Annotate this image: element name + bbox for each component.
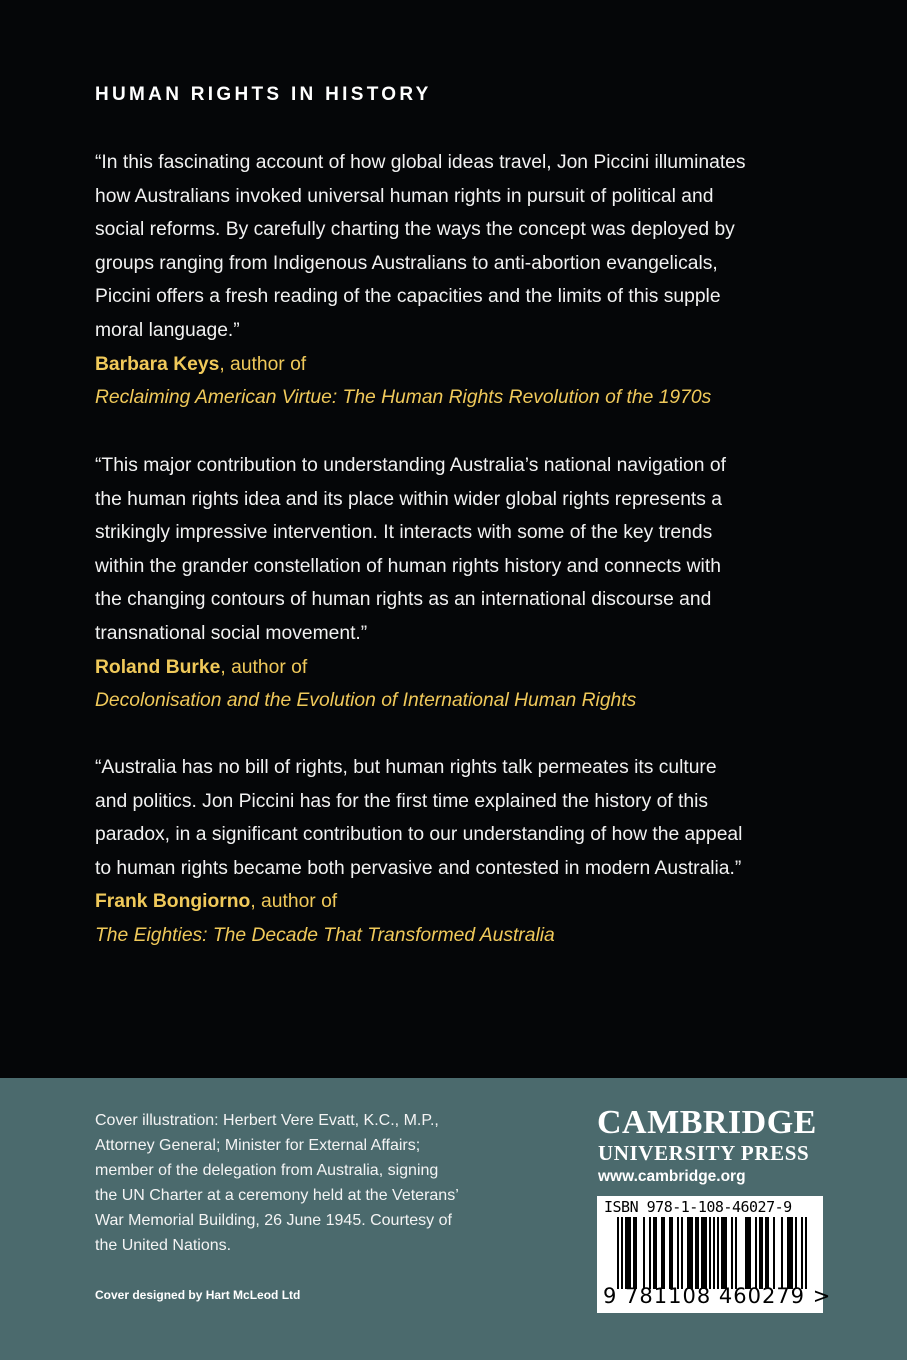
designer-credit: Cover designed by Hart McLeod Ltd [95, 1288, 301, 1302]
barcode-bar [795, 1217, 797, 1289]
barcode-bar [761, 1217, 763, 1289]
series-title: HUMAN RIGHTS IN HISTORY [95, 84, 432, 105]
author-suffix: , author of [250, 891, 338, 913]
author-name: Frank Bongiorno [95, 891, 251, 913]
publisher-logo-name: CAMBRIDGE [597, 1104, 817, 1141]
barcode-bar [695, 1217, 697, 1289]
attribution [95, 348, 855, 382]
quote-line: social reforms. By carefully charting the ways the concept was deployed by [95, 219, 735, 241]
barcode-bar [721, 1217, 723, 1289]
barcode-bar [805, 1217, 807, 1289]
barcode-bar [745, 1217, 747, 1289]
barcode-bar [731, 1217, 733, 1289]
caption-line: the United Nations. [95, 1237, 232, 1254]
barcode-bar [717, 1217, 719, 1289]
barcode-bar [759, 1217, 761, 1289]
attribution [95, 885, 855, 919]
publisher-logo-sub: UNIVERSITY PRESS [598, 1141, 810, 1165]
caption-line: the UN Charter at a ceremony held at the Veterans’ [95, 1187, 459, 1204]
quote-line: moral language.” [95, 319, 240, 341]
quote-line: “This major contribution to understanding Australia’s national navigation of [95, 455, 726, 476]
barcode-bar [681, 1217, 683, 1289]
quote-line: to human rights became both pervasive and contested in modern Australia.” [95, 857, 742, 879]
barcode-bar [787, 1217, 789, 1289]
caption-line: War Memorial Building, 26 June 1945. Courtesy of [95, 1212, 452, 1229]
quote-line: within the grander constellation of human rights history and connects with [95, 555, 721, 577]
endorsement-1 [95, 146, 855, 415]
barcode-bar [635, 1217, 637, 1289]
quote-line: the human rights idea and its place within wider global rights represents a [95, 488, 722, 510]
barcode-bar [621, 1217, 623, 1289]
barcode-bar [691, 1217, 693, 1289]
book-title: Decolonisation and the Evolution of International Human Rights [95, 690, 637, 712]
caption-line: Cover illustration: Herbert Vere Evatt, K.C., M.P., [95, 1112, 439, 1129]
barcode-bar [781, 1217, 783, 1289]
caption-line: Attorney General; Minister for External Affairs; [95, 1137, 421, 1154]
isbn-barcode [597, 1196, 832, 1313]
barcode-bar [671, 1217, 673, 1289]
barcode-bar [709, 1217, 711, 1289]
barcode-bar [705, 1217, 707, 1289]
quote-line: paradox, in a significant contribution to our understanding of how the appeal [95, 824, 743, 846]
author-suffix: , author of [220, 656, 308, 678]
barcode-bar [629, 1217, 631, 1289]
barcode-bar [627, 1217, 629, 1289]
barcode-bar [661, 1217, 663, 1289]
barcode-bar [801, 1217, 803, 1289]
barcode-bar [767, 1217, 769, 1289]
barcode-bar [689, 1217, 691, 1289]
barcode-bar [653, 1217, 655, 1289]
quote-line: groups ranging from Indigenous Australians to anti-abortion evangelicals, [95, 252, 718, 274]
barcode-bar [789, 1217, 791, 1289]
barcode-bar [701, 1217, 703, 1289]
isbn-label: ISBN 978-1-108-46027-9 [604, 1198, 792, 1216]
barcode-bar [725, 1217, 727, 1289]
barcode-bar [791, 1217, 793, 1289]
barcode-bar [723, 1217, 725, 1289]
barcode-bar [625, 1217, 627, 1289]
barcode-bar [617, 1217, 619, 1289]
quote-line: how Australians invoked universal human rights in pursuit of political and [95, 185, 714, 207]
endorsement-3 [95, 751, 855, 953]
quote-line: “Australia has no bill of rights, but human rights talk permeates its culture [95, 757, 717, 778]
barcode-bar [755, 1217, 757, 1289]
quote-line: transnational social movement.” [95, 622, 368, 644]
barcode-bar [663, 1217, 665, 1289]
quote-line: and politics. Jon Piccini has for the first time explained the history of this [95, 790, 709, 812]
barcode-bar [669, 1217, 671, 1289]
book-title: Reclaiming American Virtue: The Human Rights Revolution of the 1970s [95, 387, 712, 409]
barcode-bar [765, 1217, 767, 1289]
barcode-bar [687, 1217, 689, 1289]
quote-line: Piccini offers a fresh reading of the capacities and the limits of this supple [95, 286, 721, 308]
book-title: The Eighties: The Decade That Transformed Australia [95, 924, 555, 946]
barcode-bar [773, 1217, 775, 1289]
barcode-bar [697, 1217, 699, 1289]
attribution [95, 651, 855, 685]
barcode-bar [713, 1217, 715, 1289]
quote-line: strikingly impressive intervention. It interacts with some of the key trends [95, 522, 713, 544]
barcode-bar [677, 1217, 679, 1289]
barcode-bars [617, 1217, 807, 1289]
barcode-bar [655, 1217, 657, 1289]
barcode-bar [703, 1217, 705, 1289]
author-suffix: , author of [219, 353, 307, 375]
author-name: Barbara Keys [95, 353, 220, 375]
endorsement-2 [95, 449, 855, 718]
caption-line: member of the delegation from Australia, signing [95, 1162, 439, 1179]
isbn-digits: 9 781108 460279 > [603, 1284, 832, 1308]
cover-caption [95, 1108, 459, 1258]
barcode-bar [649, 1217, 651, 1289]
barcode-bar [643, 1217, 645, 1289]
barcode-bar [735, 1217, 737, 1289]
publisher-website: www.cambridge.org [598, 1168, 746, 1185]
barcode-bar [633, 1217, 635, 1289]
barcode-bar [747, 1217, 749, 1289]
barcode-bar [749, 1217, 751, 1289]
author-name: Roland Burke [95, 656, 221, 678]
quote-line: the changing contours of human rights as an international discourse and [95, 589, 712, 611]
quote-line: “In this fascinating account of how global ideas travel, Jon Piccini illuminates [95, 152, 746, 173]
